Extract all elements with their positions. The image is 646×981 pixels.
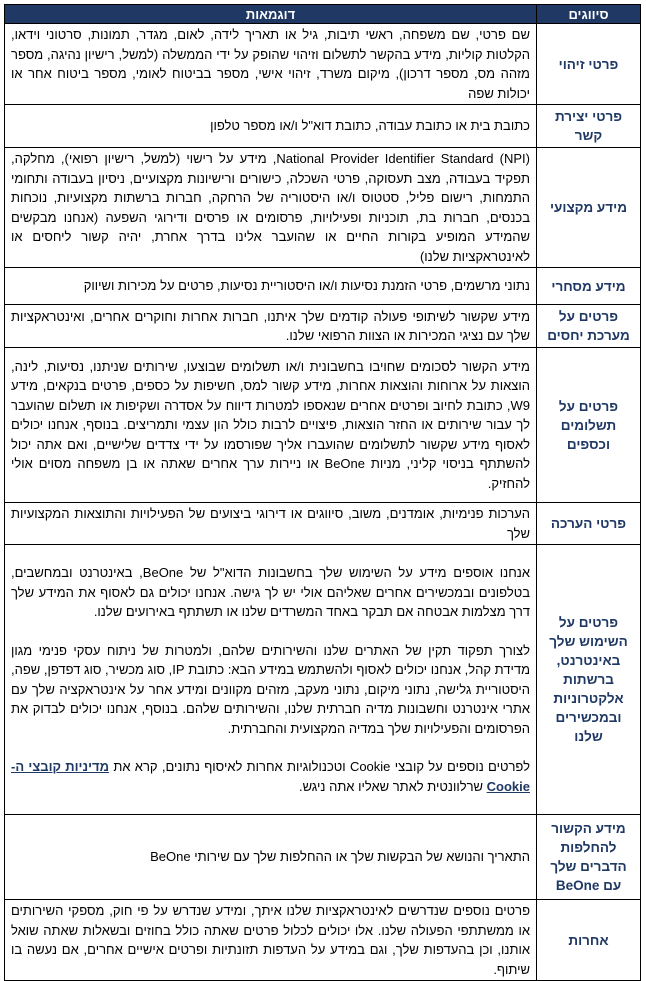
category-cell: פרטים על השימוש שלך באינטרנט, ברשתות אלקטרוניות ובמכשירים שלנו — [537, 545, 641, 815]
table-row — [5, 268, 641, 305]
header-category: סיווגים — [537, 5, 641, 24]
category-cell: מידע מקצועי — [537, 148, 641, 268]
examples-cell: התאריך והנושא של הבקשות שלך או ההחלפות שלך עם שירותי BeOne — [5, 815, 537, 900]
cookie-policy-link[interactable]: מדיניות קובצי ה-Cookie — [11, 759, 530, 794]
category-cell: מידע מסחרי — [537, 268, 641, 305]
table-row — [5, 900, 641, 981]
cookies-text-before: לפרטים נוספים על קובצי Cookie וטכנולוגיות אחרות לאיסוף נתונים, קרא את — [113, 759, 530, 774]
tracking-data-paragraph: לצורך תפקוד תקין של האתרים שלנו והשירותים שלהם, ולמטרות של ניתוח עסקי פנימי מגון מדידת קהל, אנחנו יכולים לאסוף ולהשתמש במידע הבא: כתובת IP, סוג מכשיר, סוג דפדפן, שפה, היסטוריית גלישה, נתוני מיקום, נתוני מעקב, מזהים מקוונים ומידע אחר על אינטראקציה שלך עם אתרי אינטרנט וחשבונות מדיה חברתית שלנו, והשירותים שלהם. בנוסף, אנחנו יכולים לבדוק את הפרסומים והפעילויות שלך במדיה המקצועית והחברתית. — [11, 642, 530, 736]
category-cell: אחרות — [537, 900, 641, 981]
internet-usage-paragraph: אנחנו אוספים מידע על השימוש שלך בחשבונות הדוא"ל של BeOne, באינטרנט ובמחשבים, בטלפונים ובמכשירים אחרים שאליהם אולי יש לך גישה. אנחנו יכולים גם לאסוף את המידע שלך דרך מצלמות אבטחה אם תבקר באחד המשרדים שלנו או תשתתף באירועים שלנו. — [11, 565, 530, 619]
category-cell: פרטי יצירת קשר — [537, 105, 641, 148]
table-row — [5, 148, 641, 268]
cookies-text-after: שרלוונטית לאתר שאליו אתה ניגש. — [298, 778, 484, 794]
examples-cell: National Provider Identifier Standard (NPI), מידע על רישוי (למשל, רישיון רפואי), מחלקה, תפקיד בעבודה, מצב תעסוקה, פרטי השכלה, כישורים ורישיונות מקצועיים, ניסיון בעבודה ותחומי התמחות, רישום פליל, סטטוס ו/או היסטוריה של הרחקה, חברות ברשתות מקצועיות, נוכחות בכנסים, חברות בת, תוכניות ופעילויות, פרסומים או פרסים ודירוגי השפעה (אנחנו מבקשים שהמידע המופיע בקורות החיים או שהועבר אלינו בדרך אחרת, יהיה קשור ליחסים או לאינטראקציות שלנו) — [5, 148, 537, 268]
category-cell: פרטי זיהוי — [537, 24, 641, 105]
table-row — [5, 503, 641, 545]
table-row — [5, 348, 641, 503]
examples-cell: פרטים נוספים שנדרשים לאינטראקציות שלנו איתך, ומידע שנדרש על פי חוק, מספקי השירותים או ממשתתפי הפעולה שלנו. אלו יכולים לכלול פרטים שאתה כולל בחוזים ובשאלות שאתה שואל אותנו, וכן בהעדפות שלך, וגם במידע על העדפות תזונתיות ופרטים אישיים אחרים, אם נעשה בו שיתוף. — [5, 900, 537, 981]
examples-cell: הערכות פנימיות, אומדנים, משוב, סיווגים או דירוגי ביצועים של הפעילויות והתוצאות המקצועיות שלך — [5, 503, 537, 545]
table-row — [5, 305, 641, 348]
data-categories-table — [4, 4, 641, 981]
cookies-paragraph — [11, 757, 530, 796]
header-row — [5, 5, 641, 24]
table-row — [5, 105, 641, 148]
category-cell: פרטי הערכה — [537, 503, 641, 545]
examples-cell: שם פרטי, שם משפחה, ראשי תיבות, גיל או תאריך לידה, לאום, מגדר, תמונות, סרטוני וידאו, הקלטות קוליות, מידע בהקשר לתשלום וזיהוי שהופק על ידי הממשלה (למשל, רישיון נהיגה, מספר מזהה מס, מספר דרכון), מיקום משרד, זיהוי אישי, מספר בביטוח לאומי, מספר ביטוח אחר או יכולות שפה — [5, 24, 537, 105]
examples-cell — [5, 545, 537, 815]
examples-cell: נתוני מרשמים, פרטי הזמנת נסיעות ו/או היסטוריית נסיעות, פרטים על מכירות ושיווק — [5, 268, 537, 305]
header-examples: דוגמאות — [5, 5, 537, 24]
table-row — [5, 24, 641, 105]
category-cell: פרטים על מערכת יחסים — [537, 305, 641, 348]
category-cell: פרטים על תשלומים וכספים — [537, 348, 641, 503]
category-cell: מידע הקשור להחלפות הדברים שלך עם BeOne — [537, 815, 641, 900]
examples-cell: מידע הקשור לסכומים שחויבו בחשבונית ו/או תשלומים שבוצעו, שירותים שניתנו, נסיעות, לינה, הוצאות על ארוחות והוצאות אחרות, מידע קשור למס, חשיפות על כספים, פרטים בנקאים, מידע W9, כתובת לחיוב ופרטים אחרים שנאספו למטרות דיווח על אסדרה ושקיפות או תשלום שהועבר לך עבור שירותים או החזר הוצאות, פיצויים לרבות כולל הון עצמי ותמריצים. בנוסף, אנחנו יכולים לאסוף מידע שקשור לתשלומים שהועברו אליך שפורסמו על ידי צדדים שלישיים, ואם אתה יכול להשתתף בניסוי קליני, מניות BeOne או ניירות ערך אחרים שאתה או בן משפחה מסוים אולי להחזיק. — [5, 348, 537, 503]
table-row — [5, 545, 641, 815]
examples-cell: מידע שקשור לשיתופי פעולה קודמים שלך איתנו, חברות אחרות וחוקרים אחרים, ואינטראקציות שלך עם נציגי המכירות או הצוות הרפואי שלנו. — [5, 305, 537, 348]
examples-cell: כתובת בית או כתובת עבודה, כתובת דוא"ל ו/או מספר טלפון — [5, 105, 537, 148]
table-row — [5, 815, 641, 900]
